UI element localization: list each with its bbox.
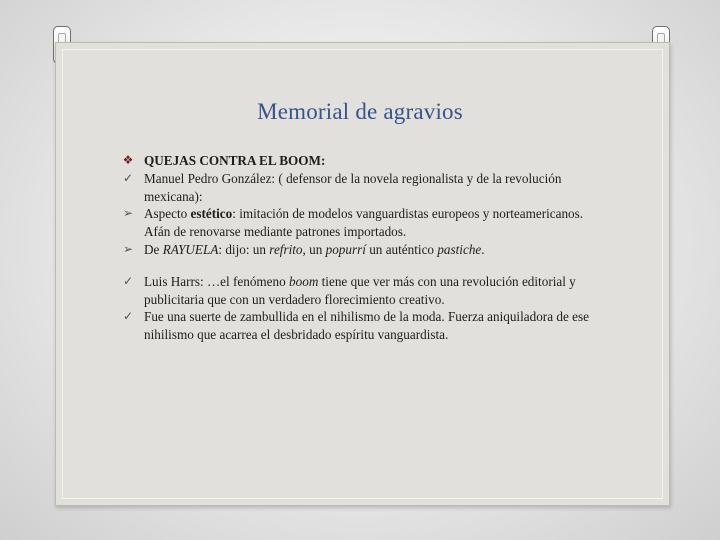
bullet-text-bold: estético [190, 206, 233, 222]
spacer [120, 259, 610, 273]
bullet-text-italic: popurrí [325, 241, 366, 257]
bullet-text-post: tiene que ver más con una revolución editorial y publicitaria que con un verdadero florecimiento creativo. [144, 273, 576, 307]
bullet-text: Manuel Pedro González: ( defensor de la novela regionalista y de la revolución mexicana): [144, 170, 562, 204]
bullet-text-pre: Luis Harrs: …el fenómeno [144, 273, 290, 289]
diamond-bullet-icon: ❖ [122, 153, 134, 167]
check-bullet-icon: ✓ [122, 273, 134, 288]
bullet-item [120, 170, 610, 206]
bullet-text: , un [302, 241, 326, 257]
bullet-text-pre: Aspecto [144, 206, 191, 222]
bullet-text: . [481, 241, 485, 257]
slide-title: Memorial de agravios [257, 99, 463, 124]
bullet-item [120, 308, 610, 344]
bullet-text: Fue una suerte de zambullida en el nihilismo de la moda. Fuerza aniquiladora de ese nihilismo que acarrea el desbridado espíritu vanguardista. [144, 309, 589, 343]
bullet-text-italic: pastiche [437, 241, 482, 257]
arrow-bullet-icon: ➢ [122, 241, 134, 256]
check-bullet-icon: ✓ [122, 309, 134, 324]
bullet-text-italic: RAYUELA [162, 241, 219, 257]
heading-text: QUEJAS CONTRA EL BOOM: [144, 153, 326, 168]
bullet-text-post: : imitación de modelos vanguardistas europeos y norteamericanos. Afán de renovarse mediante patrones importados. [144, 206, 584, 240]
bullet-heading [120, 152, 610, 170]
check-bullet-icon: ✓ [122, 170, 134, 185]
bullet-text: De [144, 241, 163, 257]
bullet-item [120, 273, 610, 309]
bullet-text-italic: refrito [269, 241, 303, 257]
bullet-item [120, 205, 610, 241]
bullet-text: : dijo: un [218, 241, 270, 257]
arrow-bullet-icon: ➢ [122, 206, 134, 221]
bullet-item [120, 241, 610, 259]
bullet-list [120, 152, 610, 344]
bullet-text-italic: boom [289, 273, 319, 289]
bullet-text: un auténtico [365, 241, 438, 257]
